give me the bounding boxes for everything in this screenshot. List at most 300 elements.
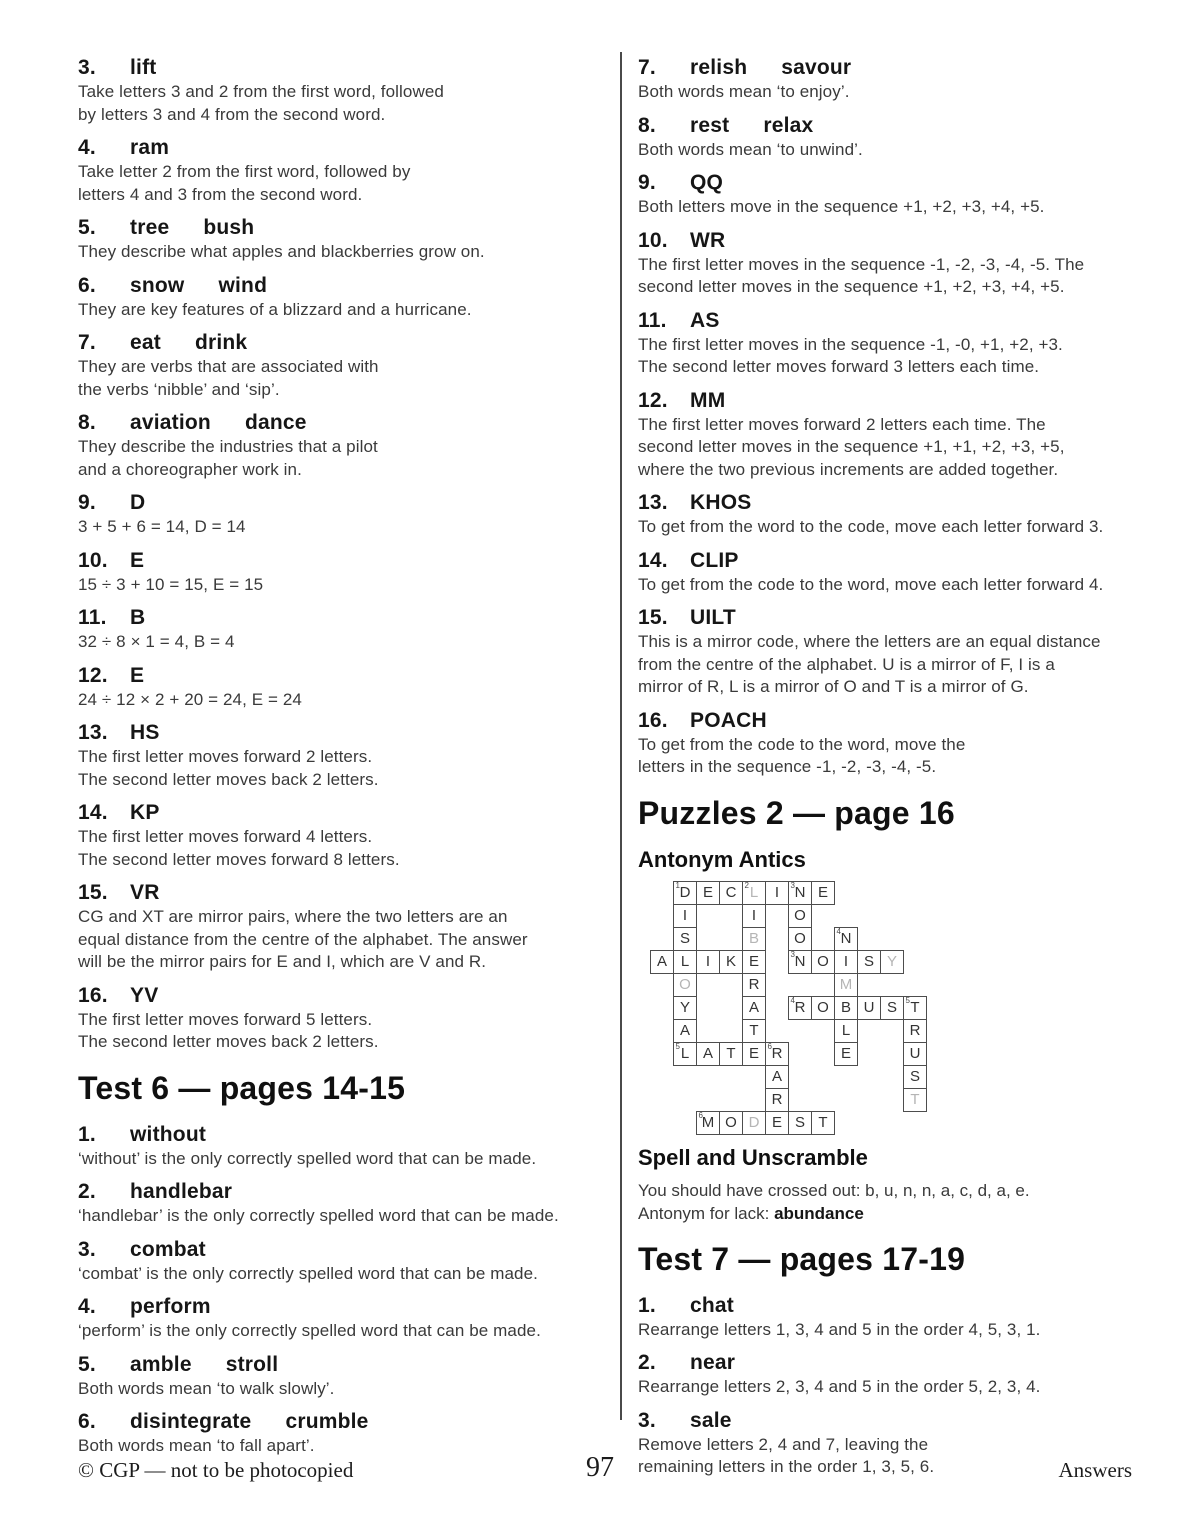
item-answer-word: crumble bbox=[285, 1410, 369, 1433]
test7-answer-list bbox=[638, 1293, 1178, 1479]
crossword-letter: I bbox=[751, 907, 757, 924]
answer-item bbox=[78, 55, 603, 126]
crossword-cell bbox=[673, 927, 697, 951]
crossword-letter: B bbox=[748, 930, 759, 947]
item-number: 11. bbox=[78, 606, 107, 629]
item-answer-word: bush bbox=[203, 216, 255, 239]
answer-item bbox=[78, 880, 603, 974]
item-number: 8. bbox=[78, 411, 96, 434]
item-answer-word: MM bbox=[690, 388, 726, 412]
answer-item bbox=[78, 330, 603, 401]
crossword-letter: A bbox=[656, 953, 667, 970]
crossword-cell bbox=[903, 1088, 927, 1112]
item-explanation-line: Both words mean ‘to walk slowly’. bbox=[78, 1378, 335, 1398]
answer-item bbox=[638, 228, 1178, 299]
crossword-cell bbox=[811, 881, 835, 905]
item-answer-word: savour bbox=[781, 56, 852, 79]
crossword-letter: A bbox=[679, 1022, 690, 1039]
item-number: 4. bbox=[78, 1295, 96, 1318]
answer-item bbox=[638, 708, 1178, 779]
crossword-letter: R bbox=[771, 1091, 783, 1108]
item-number: 7. bbox=[638, 56, 656, 79]
item-answer-word: E bbox=[130, 663, 145, 687]
crossword-cell bbox=[811, 950, 835, 974]
continued-answer-list bbox=[638, 55, 1178, 779]
item-explanation-line: Take letters 3 and 2 from the first word, followed bbox=[78, 82, 444, 101]
item-number: 1. bbox=[78, 1122, 96, 1146]
answer-item-head bbox=[638, 1350, 1178, 1376]
crossword-cell bbox=[742, 881, 766, 905]
item-explanation-line: To get from the code to the word, move the bbox=[638, 734, 966, 754]
crossword-letter: L bbox=[749, 884, 759, 901]
item-explanation-line: the verbs ‘nibble’ and ‘sip’. bbox=[78, 379, 280, 399]
item-explanation bbox=[638, 631, 1178, 699]
item-answer-word: D bbox=[130, 491, 146, 514]
antonym-antics-crossword bbox=[650, 881, 927, 1135]
answer-item-head bbox=[638, 228, 1178, 254]
crossword-cell bbox=[673, 1042, 697, 1066]
item-explanation-line: Both words mean ‘to enjoy’. bbox=[638, 82, 850, 101]
section-heading-puzzles2: Puzzles 2 — page 16 bbox=[638, 794, 955, 831]
spell-antonym-answer: abundance bbox=[774, 1203, 864, 1223]
crossword-letter: O bbox=[817, 953, 829, 970]
crossword-letter: T bbox=[910, 1091, 920, 1108]
item-answer-word: dance bbox=[244, 411, 307, 434]
crossword-cell bbox=[673, 996, 697, 1020]
item-explanation bbox=[78, 299, 603, 322]
item-explanation-line: equal distance from the centre of the alphabet. The answer bbox=[78, 929, 528, 949]
item-number: 13. bbox=[638, 491, 668, 514]
answer-item-head bbox=[78, 1409, 603, 1435]
crossword-cell bbox=[719, 1111, 743, 1135]
item-number: 16. bbox=[78, 983, 108, 1007]
answer-item-head bbox=[78, 1122, 603, 1148]
item-answer-word: KP bbox=[130, 801, 160, 824]
crossword-letter: R bbox=[748, 976, 760, 993]
right-column bbox=[638, 55, 1178, 1488]
crossword-clue-number: 2 bbox=[744, 881, 749, 890]
crossword-letter: M bbox=[839, 976, 853, 993]
item-answer-word: CLIP bbox=[690, 548, 739, 572]
item-explanation-line: Rearrange letters 2, 3, 4 and 5 in the order 5, 2, 3, 4. bbox=[638, 1377, 1041, 1396]
answer-item-head bbox=[638, 308, 1178, 334]
item-explanation-line: Rearrange letters 1, 3, 4 and 5 in the order 4, 5, 3, 1. bbox=[638, 1319, 1041, 1339]
crossword-letter: K bbox=[725, 953, 736, 970]
item-number: 9. bbox=[638, 171, 656, 194]
crossword-letter: N bbox=[840, 930, 852, 947]
item-answer-word: sale bbox=[690, 1408, 732, 1432]
item-explanation bbox=[78, 1205, 603, 1228]
item-explanation-line: Both letters move in the sequence +1, +2, +3, +4, +5. bbox=[638, 197, 1045, 216]
crossword-cell bbox=[673, 904, 697, 928]
crossword-clue-number: 6 bbox=[698, 1111, 703, 1120]
answer-item-head bbox=[638, 548, 1178, 574]
answer-item bbox=[638, 548, 1178, 597]
crossword-letter: E bbox=[748, 1045, 759, 1062]
answer-item bbox=[638, 1293, 1178, 1342]
crossword-letter: I bbox=[705, 953, 711, 970]
crossword-cell bbox=[742, 996, 766, 1020]
answer-item bbox=[638, 308, 1178, 379]
crossword-cell bbox=[903, 1065, 927, 1089]
item-explanation-line: 24 ÷ 12 × 2 + 20 = 24, E = 24 bbox=[78, 689, 302, 709]
item-explanation-line: They are verbs that are associated with bbox=[78, 357, 379, 376]
item-answer-word: VR bbox=[130, 881, 160, 904]
crossword-letter: U bbox=[909, 1045, 921, 1062]
crossword-cell bbox=[742, 1111, 766, 1135]
answer-item-head bbox=[78, 1237, 603, 1263]
item-explanation bbox=[78, 746, 603, 791]
crossword-letter: L bbox=[680, 1045, 690, 1062]
crossword-cell bbox=[788, 996, 812, 1020]
crossword-cell bbox=[765, 881, 789, 905]
item-number: 13. bbox=[78, 721, 108, 744]
item-explanation-line: remaining letters in the order 1, 3, 5, 6. bbox=[638, 1457, 935, 1476]
item-explanation-line: Both words mean ‘to fall apart’. bbox=[78, 1436, 315, 1455]
item-explanation-line: The second letter moves back 2 letters. bbox=[78, 769, 379, 789]
answer-item-head bbox=[78, 605, 603, 631]
crossword-cell bbox=[742, 950, 766, 974]
crossword-letter: R bbox=[794, 999, 806, 1016]
crossword-cell bbox=[696, 950, 720, 974]
item-explanation-line: Remove letters 2, 4 and 7, leaving the bbox=[638, 1434, 929, 1454]
spell-antonym-prefix: Antonym for lack: bbox=[638, 1203, 775, 1223]
item-answer-word: near bbox=[690, 1351, 736, 1374]
spell-antonym-line bbox=[638, 1202, 1178, 1225]
answer-item bbox=[78, 1409, 603, 1458]
answer-item bbox=[78, 410, 603, 481]
item-explanation bbox=[78, 81, 603, 126]
answer-item-head bbox=[638, 490, 1178, 516]
item-answer-word: KHOS bbox=[690, 491, 752, 514]
crossword-cell bbox=[742, 904, 766, 928]
item-explanation-line: where the two previous increments are added together. bbox=[638, 459, 1059, 479]
item-number: 10. bbox=[78, 548, 108, 572]
answer-item bbox=[78, 548, 603, 597]
crossword-letter: I bbox=[843, 953, 849, 970]
item-answer-word: snow bbox=[130, 273, 185, 297]
item-answer-word: E bbox=[130, 548, 145, 572]
item-answer-word: B bbox=[130, 606, 146, 629]
item-answer-word: aviation bbox=[130, 411, 211, 434]
section-heading-test6: Test 6 — pages 14-15 bbox=[78, 1069, 406, 1106]
item-explanation bbox=[78, 356, 603, 401]
crossword-cell bbox=[834, 1019, 858, 1043]
item-answer-word: relax bbox=[763, 113, 814, 137]
answer-item-head bbox=[78, 135, 603, 161]
item-number: 16. bbox=[638, 708, 668, 732]
item-explanation bbox=[638, 414, 1178, 482]
answer-item-head bbox=[78, 720, 603, 746]
item-explanation bbox=[638, 574, 1178, 597]
item-explanation-line: 3 + 5 + 6 = 14, D = 14 bbox=[78, 517, 246, 536]
crossword-cell bbox=[903, 1042, 927, 1066]
item-answer-word: handlebar bbox=[130, 1180, 233, 1203]
crossword-letter: S bbox=[886, 999, 897, 1016]
crossword-cell bbox=[742, 1042, 766, 1066]
crossword-clue-number: 3 bbox=[790, 881, 795, 890]
crossword-cell bbox=[903, 1019, 927, 1043]
crossword-letter: M bbox=[701, 1114, 715, 1131]
spell-crossed-out-line: You should have crossed out: b, u, n, n, a, c, d, a, e. bbox=[638, 1180, 1030, 1200]
crossword-cell bbox=[903, 996, 927, 1020]
crossword-clue-number: 6 bbox=[767, 1042, 772, 1051]
item-number: 7. bbox=[78, 331, 96, 354]
answer-item-head bbox=[78, 663, 603, 689]
crossword-clue-number: 4 bbox=[836, 927, 841, 936]
crossword-cell bbox=[765, 1042, 789, 1066]
crossword-letter: D bbox=[748, 1114, 760, 1131]
item-number: 12. bbox=[638, 388, 668, 412]
answer-item bbox=[78, 1122, 603, 1171]
crossword-letter: T bbox=[726, 1045, 736, 1062]
crossword-cell bbox=[880, 950, 904, 974]
crossword-letter: B bbox=[840, 999, 851, 1016]
crossword-clue-number: 5 bbox=[905, 996, 910, 1005]
item-answer-word: lift bbox=[130, 56, 157, 79]
item-answer-word: ram bbox=[130, 136, 170, 159]
page-number: 97 bbox=[586, 1452, 614, 1483]
item-explanation bbox=[78, 574, 603, 597]
item-explanation-line: 15 ÷ 3 + 10 = 15, E = 15 bbox=[78, 574, 264, 594]
item-number: 2. bbox=[638, 1351, 656, 1374]
item-number: 1. bbox=[638, 1293, 656, 1317]
item-explanation-line: 32 ÷ 8 × 1 = 4, B = 4 bbox=[78, 632, 235, 651]
item-explanation bbox=[78, 631, 603, 654]
item-answer-word: tree bbox=[130, 216, 170, 239]
item-explanation-line: The first letter moves in the sequence -1, -2, -3, -4, -5. The bbox=[638, 254, 1085, 274]
crossword-letter: T bbox=[749, 1022, 759, 1039]
crossword-cell bbox=[696, 1042, 720, 1066]
crossword-cell bbox=[857, 950, 881, 974]
item-explanation bbox=[78, 1263, 603, 1286]
item-explanation-line: letters in the sequence -1, -2, -3, -4, -5. bbox=[638, 757, 937, 776]
item-explanation-line: ‘handlebar’ is the only correctly spelled word that can be made. bbox=[78, 1206, 559, 1225]
answer-item-head bbox=[78, 55, 603, 81]
crossword-letter: S bbox=[794, 1114, 805, 1131]
item-explanation bbox=[78, 161, 603, 206]
answer-item-head bbox=[638, 170, 1178, 196]
item-number: 5. bbox=[78, 1352, 96, 1376]
crossword-cell bbox=[673, 881, 697, 905]
crossword-cell bbox=[742, 1019, 766, 1043]
item-explanation bbox=[78, 1009, 603, 1054]
answer-item-head bbox=[78, 800, 603, 826]
item-explanation bbox=[638, 1319, 1178, 1342]
answer-item bbox=[638, 170, 1178, 219]
item-number: 5. bbox=[78, 216, 96, 239]
item-number: 9. bbox=[78, 491, 96, 514]
item-explanation-line: The second letter moves forward 8 letters. bbox=[78, 849, 400, 869]
item-answer-word: YV bbox=[130, 983, 159, 1007]
item-number: 12. bbox=[78, 663, 108, 687]
crossword-clue-number: 5 bbox=[675, 1042, 680, 1051]
item-explanation-line: The first letter moves forward 4 letters. bbox=[78, 827, 373, 846]
item-explanation bbox=[638, 516, 1178, 539]
answer-item-head bbox=[638, 1408, 1178, 1434]
item-explanation bbox=[638, 334, 1178, 379]
answer-item-head bbox=[78, 273, 603, 299]
crossword-cell bbox=[673, 950, 697, 974]
item-explanation-line: ‘perform’ is the only correctly spelled word that can be made. bbox=[78, 1321, 541, 1340]
crossword-letter: E bbox=[817, 884, 828, 901]
answer-item-head bbox=[78, 1294, 603, 1320]
crossword-letter: O bbox=[817, 999, 829, 1016]
crossword-cell bbox=[765, 1088, 789, 1112]
crossword-letter: E bbox=[840, 1045, 851, 1062]
answer-item bbox=[78, 605, 603, 654]
crossword-letter: S bbox=[909, 1068, 920, 1085]
item-answer-word: drink bbox=[194, 331, 248, 354]
crossword-letter: N bbox=[794, 953, 806, 970]
crossword-cell bbox=[742, 973, 766, 997]
crossword-cell bbox=[834, 950, 858, 974]
item-explanation-line: The second letter moves forward 3 letters each time. bbox=[638, 357, 1040, 376]
crossword-letter: S bbox=[679, 930, 690, 947]
crossword-letter: O bbox=[725, 1114, 737, 1131]
answer-item bbox=[78, 273, 603, 322]
answer-item-head bbox=[78, 410, 603, 436]
item-number: 15. bbox=[638, 606, 668, 629]
crossword-cell bbox=[834, 996, 858, 1020]
crossword-cell bbox=[742, 927, 766, 951]
item-answer-word: WR bbox=[690, 228, 726, 252]
item-answer-word: QQ bbox=[690, 171, 724, 194]
item-explanation-line: To get from the word to the code, move each letter forward 3. bbox=[638, 517, 1104, 536]
item-explanation-line: ‘combat’ is the only correctly spelled word that can be made. bbox=[78, 1263, 538, 1283]
item-answer-word: without bbox=[130, 1122, 207, 1146]
item-number: 15. bbox=[78, 881, 108, 904]
answer-item-head bbox=[78, 490, 603, 516]
item-answer-word: chat bbox=[690, 1293, 734, 1317]
crossword-letter: U bbox=[863, 999, 875, 1016]
answer-item bbox=[78, 135, 603, 206]
answer-item-head bbox=[638, 605, 1178, 631]
item-number: 14. bbox=[78, 801, 108, 824]
item-explanation-line: The second letter moves back 2 letters. bbox=[78, 1032, 379, 1051]
antonym-antics-heading: Antonym Antics bbox=[638, 846, 806, 872]
answer-item-head bbox=[638, 113, 1178, 139]
item-number: 2. bbox=[78, 1180, 96, 1203]
item-explanation-line: will be the mirror pairs for E and I, which are V and R. bbox=[78, 952, 487, 971]
item-answer-word: stroll bbox=[225, 1352, 279, 1376]
answer-item bbox=[638, 388, 1178, 482]
crossword-cell bbox=[788, 1111, 812, 1135]
item-explanation-line: They describe what apples and blackberries grow on. bbox=[78, 242, 485, 261]
item-answer-word: UILT bbox=[690, 606, 736, 629]
item-number: 10. bbox=[638, 228, 668, 252]
crossword-letter: I bbox=[682, 907, 688, 924]
crossword-letter: A bbox=[748, 999, 759, 1016]
item-answer-word: amble bbox=[130, 1352, 192, 1376]
crossword-cell bbox=[834, 973, 858, 997]
continued-answer-list bbox=[78, 55, 603, 1054]
answer-item-head bbox=[78, 330, 603, 356]
item-explanation-line: ‘without’ is the only correctly spelled word that can be made. bbox=[78, 1148, 537, 1168]
item-explanation-line: The first letter moves forward 2 letters. bbox=[78, 747, 373, 766]
item-explanation bbox=[78, 906, 603, 974]
answer-item-head bbox=[638, 388, 1178, 414]
answer-item-head bbox=[78, 983, 603, 1009]
item-answer-word: disintegrate bbox=[130, 1410, 252, 1433]
answer-item bbox=[78, 1294, 603, 1343]
item-number: 3. bbox=[78, 1237, 96, 1261]
crossword-letter: L bbox=[841, 1022, 851, 1039]
item-number: 6. bbox=[78, 273, 96, 297]
item-explanation bbox=[638, 196, 1178, 219]
answer-item bbox=[638, 113, 1178, 162]
crossword-cell bbox=[765, 1111, 789, 1135]
copyright-notice: © CGP — not to be photocopied bbox=[78, 1458, 354, 1482]
item-explanation-line: The first letter moves forward 5 letters. bbox=[78, 1009, 373, 1029]
item-explanation-line: letters 4 and 3 from the second word. bbox=[78, 184, 363, 204]
crossword-letter: A bbox=[771, 1068, 782, 1085]
crossword-cell bbox=[788, 881, 812, 905]
item-number: 4. bbox=[78, 136, 96, 159]
answer-item bbox=[78, 720, 603, 791]
crossword-cell bbox=[834, 927, 858, 951]
item-answer-word: wind bbox=[218, 273, 268, 297]
crossword-cell bbox=[673, 973, 697, 997]
crossword-letter: Y bbox=[886, 953, 897, 970]
crossword-letter: O bbox=[794, 930, 806, 947]
item-explanation bbox=[638, 139, 1178, 162]
crossword-letter: N bbox=[794, 884, 806, 901]
item-explanation-line: from the centre of the alphabet. U is a mirror of F, I is a bbox=[638, 654, 1055, 674]
item-explanation-line: by letters 3 and 4 from the second word. bbox=[78, 104, 386, 124]
test6-answer-list bbox=[78, 1122, 603, 1458]
item-explanation bbox=[78, 1148, 603, 1171]
answer-item bbox=[78, 1179, 603, 1228]
answer-item bbox=[78, 215, 603, 264]
crossword-clue-number: 1 bbox=[675, 881, 680, 890]
answer-item bbox=[638, 55, 1178, 104]
answer-item-head bbox=[638, 55, 1178, 81]
item-explanation bbox=[78, 241, 603, 264]
left-column bbox=[78, 55, 603, 1467]
item-answer-word: HS bbox=[130, 721, 160, 744]
item-explanation-line: Both words mean ‘to unwind’. bbox=[638, 139, 863, 159]
crossword-letter: R bbox=[909, 1022, 921, 1039]
item-number: 14. bbox=[638, 548, 668, 572]
item-explanation-line: Take letter 2 from the first word, followed by bbox=[78, 162, 411, 181]
crossword-cell bbox=[834, 1042, 858, 1066]
crossword-cell bbox=[696, 1111, 720, 1135]
crossword-letter: D bbox=[679, 884, 691, 901]
answer-item bbox=[638, 1350, 1178, 1399]
crossword-letter: S bbox=[863, 953, 874, 970]
column-divider-line bbox=[620, 52, 622, 1420]
answer-item bbox=[78, 1237, 603, 1286]
answer-item-head bbox=[638, 1293, 1178, 1319]
crossword-letter: Y bbox=[679, 999, 690, 1016]
crossword-letter: T bbox=[818, 1114, 828, 1131]
crossword-cell bbox=[857, 996, 881, 1020]
crossword-clue-number: 4 bbox=[790, 996, 795, 1005]
crossword-letter: R bbox=[771, 1045, 783, 1062]
answer-item bbox=[638, 490, 1178, 539]
crossword-cell bbox=[880, 996, 904, 1020]
item-answer-word: POACH bbox=[690, 708, 767, 732]
crossword-cell bbox=[788, 950, 812, 974]
item-number: 3. bbox=[78, 56, 96, 79]
item-explanation-line: They are key features of a blizzard and a hurricane. bbox=[78, 299, 472, 319]
item-explanation bbox=[78, 1320, 603, 1343]
item-explanation bbox=[638, 1376, 1178, 1399]
item-explanation bbox=[638, 734, 1178, 779]
crossword-cell bbox=[719, 950, 743, 974]
item-explanation bbox=[78, 689, 603, 712]
